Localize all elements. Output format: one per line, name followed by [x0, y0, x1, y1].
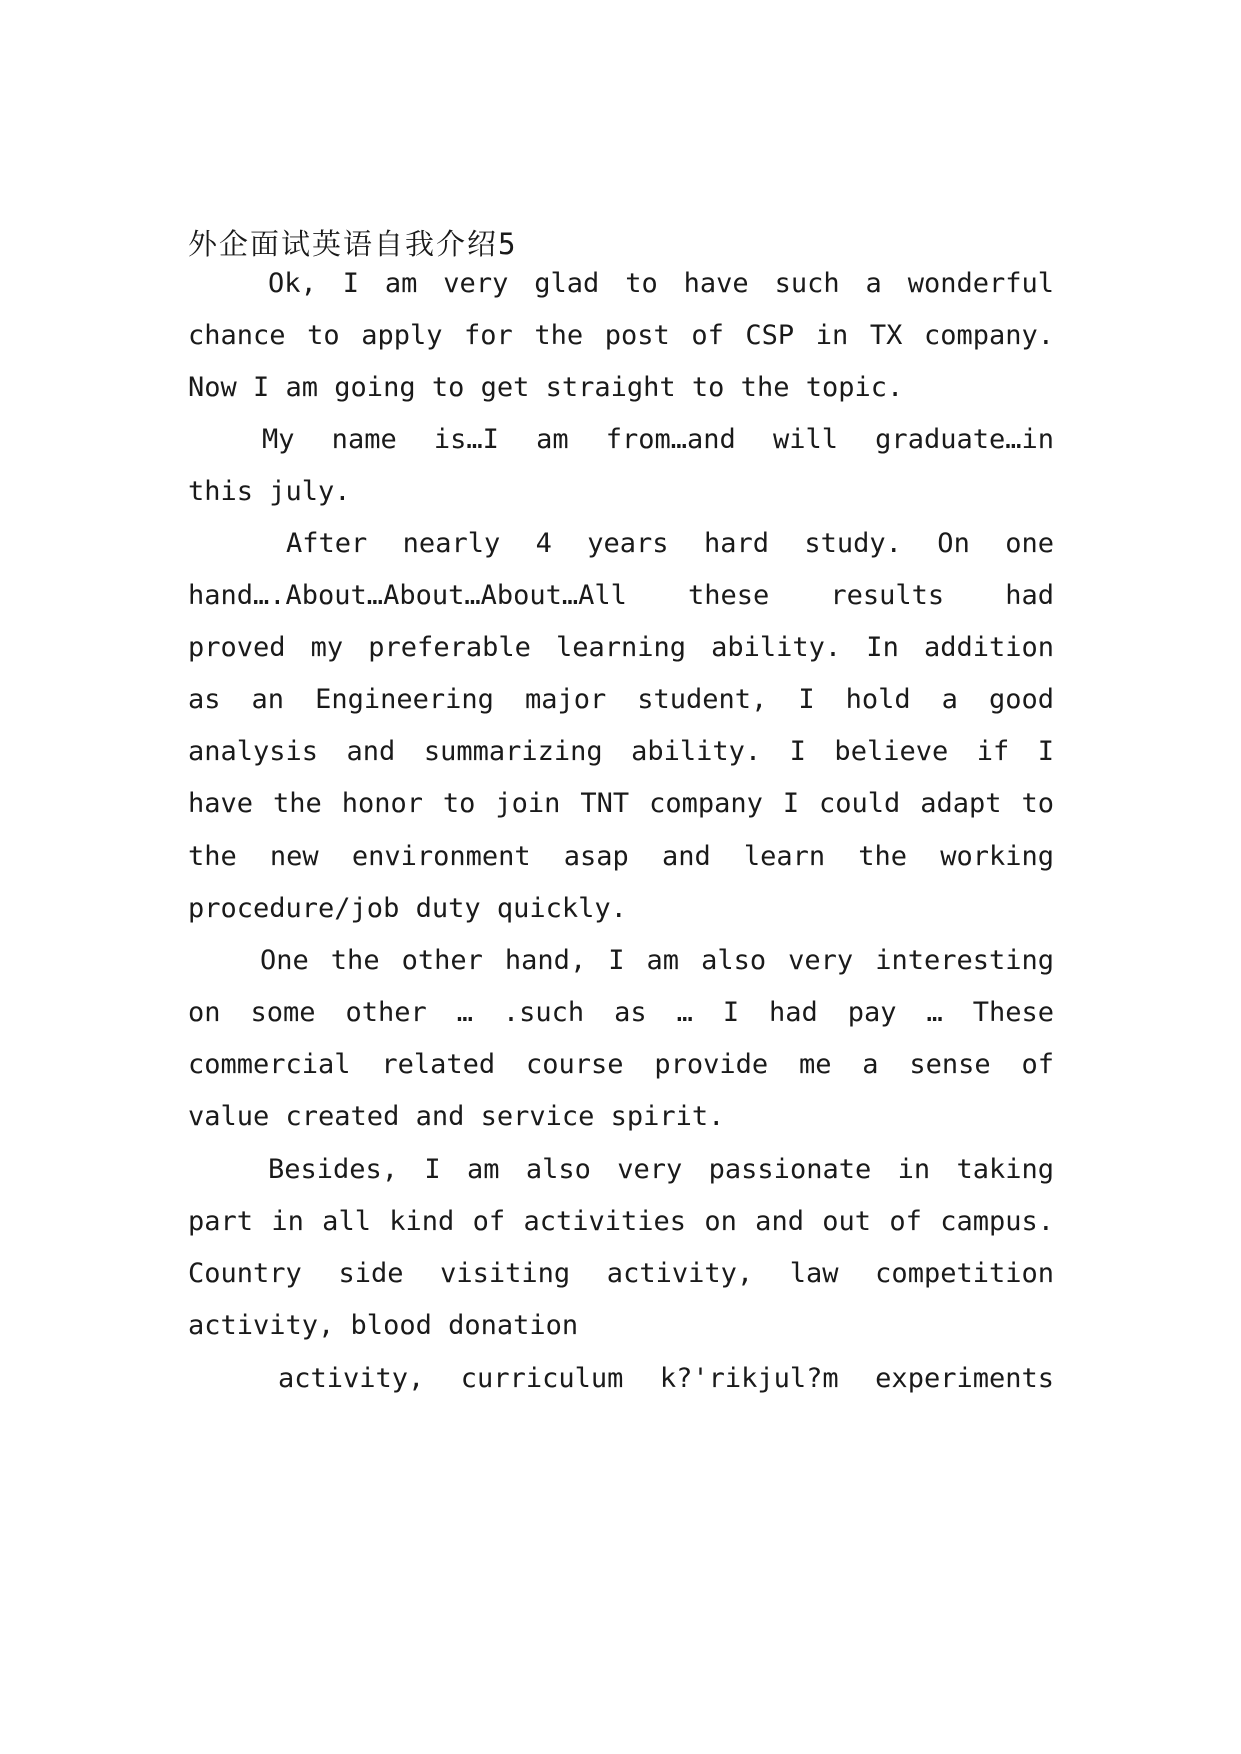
paragraph-line: the new environment asap and learn the working	[188, 840, 1054, 872]
paragraph-line: as an Engineering major student, I hold a good	[188, 684, 1054, 716]
paragraph-line: this july.	[188, 476, 351, 508]
paragraph-line: have the honor to join TNT company I could adapt to	[188, 788, 1054, 820]
paragraph-line: procedure/job duty quickly.	[188, 892, 627, 924]
paragraph-line: activity, blood donation	[188, 1310, 579, 1342]
paragraph-line: part in all kind of activities on and out of campus.	[188, 1206, 1054, 1238]
paragraph	[188, 414, 1054, 518]
paragraph-line: proved my preferable learning ability. In addition	[188, 632, 1054, 664]
paragraph-line: After nearly 4 years hard study. On one	[286, 528, 1054, 559]
paragraph-line: hand….About…About…About…All these results had	[188, 580, 1054, 612]
paragraph	[188, 1144, 1054, 1352]
paragraph-line: Besides, I am also very passionate in taking	[268, 1154, 1054, 1185]
paragraph	[188, 258, 1054, 414]
paragraph-line: Now I am going to get straight to the topic.	[188, 372, 904, 404]
paragraph-line: My name is…I am from…and will graduate…in	[262, 424, 1054, 455]
paragraph-line: Ok, I am very glad to have such a wonderful	[268, 268, 1054, 299]
paragraph-line: analysis and summarizing ability. I believe if I	[188, 736, 1054, 768]
paragraph	[188, 1353, 1054, 1405]
paragraph-line: chance to apply for the post of CSP in TX company.	[188, 320, 1054, 352]
paragraph-line: One the other hand, I am also very interesting	[260, 945, 1054, 976]
paragraph-line: Country side visiting activity, law competition	[188, 1258, 1054, 1290]
paragraph	[188, 935, 1054, 1143]
document-title: 外企面试英语自我介绍5	[188, 227, 518, 261]
paragraph-line: on some other … .such as … I had pay … These	[188, 997, 1054, 1029]
paragraph-line: commercial related course provide me a sense of	[188, 1049, 1054, 1081]
paragraph-line: value created and service spirit.	[188, 1101, 725, 1133]
paragraph-line: activity, curriculum k?'rikjul?m experiments	[278, 1363, 1054, 1394]
paragraph	[188, 518, 1054, 935]
